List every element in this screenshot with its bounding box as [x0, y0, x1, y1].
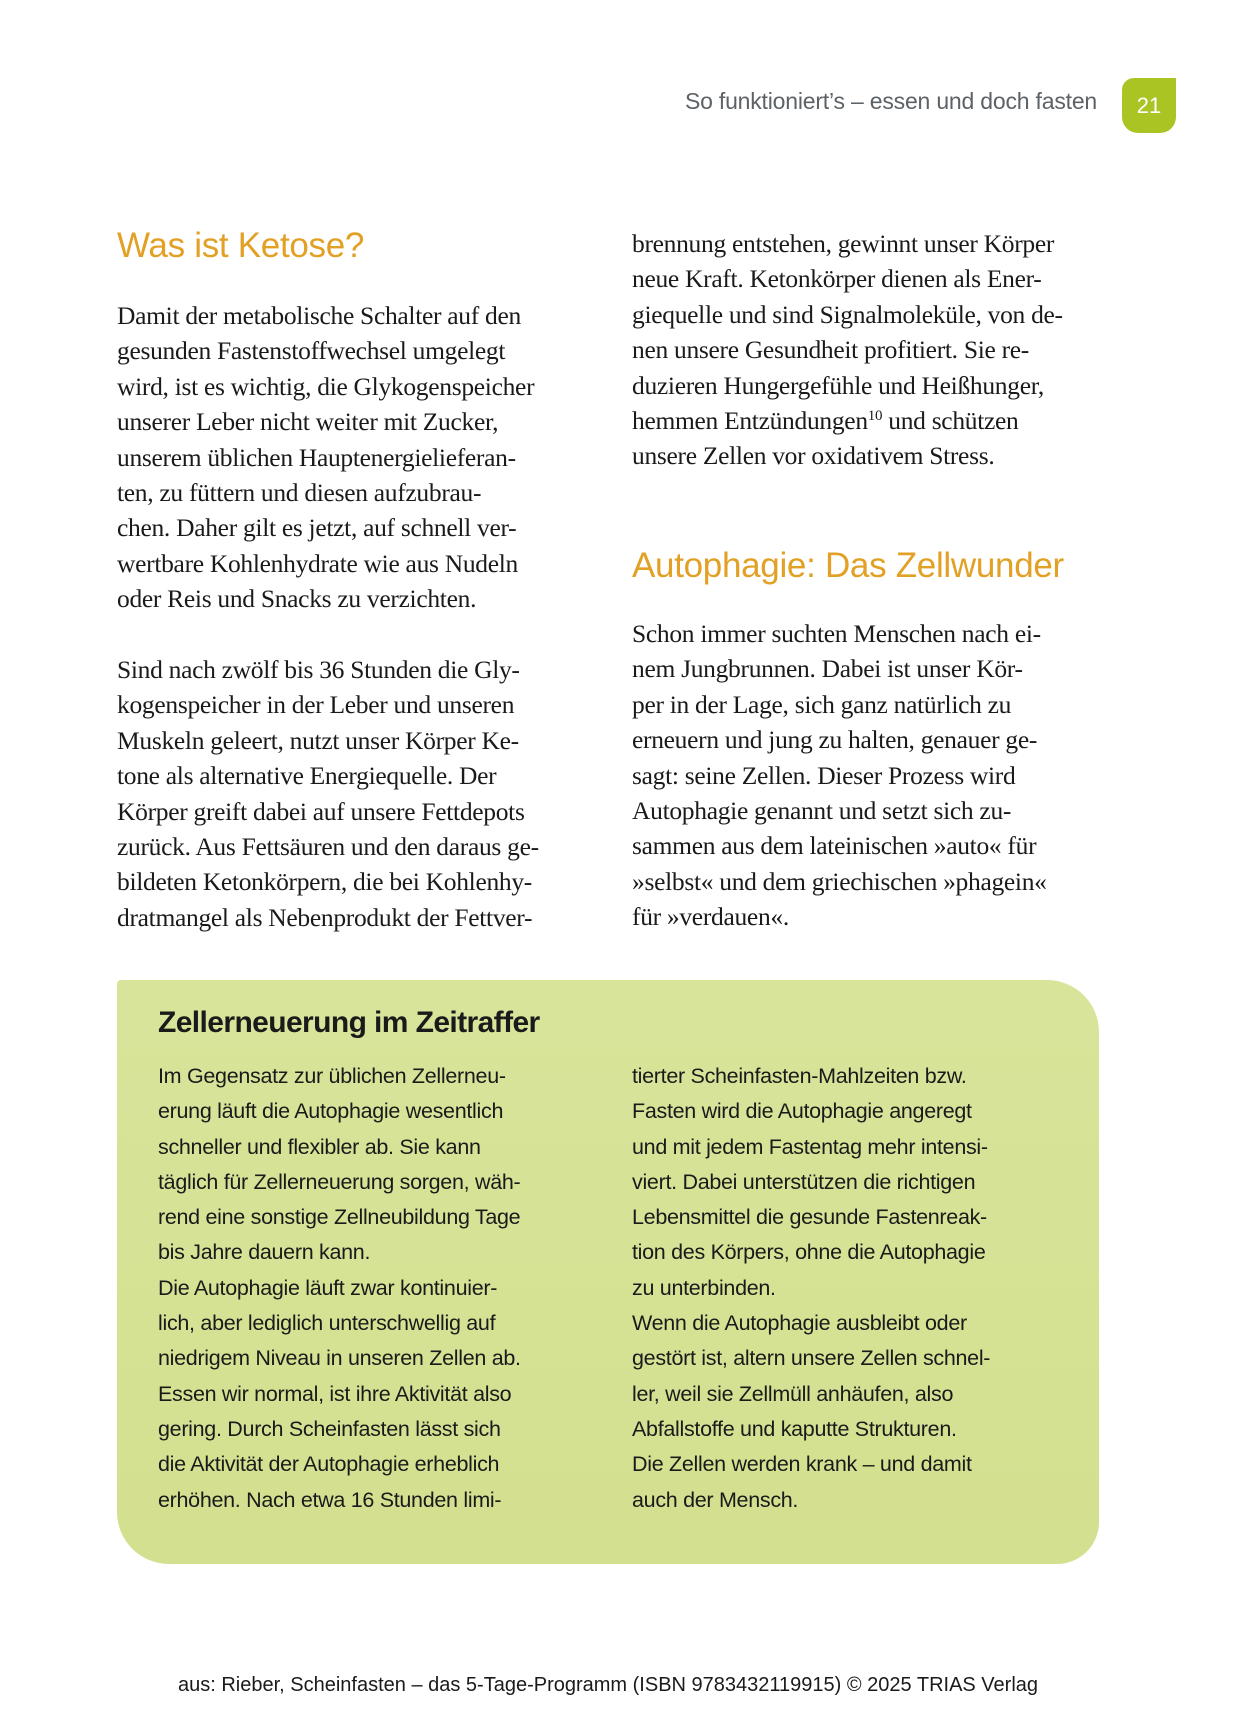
text-line: Fasten wird die Autophagie angeregt [632, 1099, 972, 1124]
page-number-badge [1122, 78, 1176, 133]
text-line: niedrigem Niveau in unseren Zellen ab. [158, 1346, 521, 1371]
text-line: hemmen Entzündungen$^{10}$ und schützen [632, 406, 1019, 436]
text-line: dratmangel als Nebenprodukt der Fettver- [117, 902, 533, 932]
info-box-title: Zellerneuerung im Zeitraffer [158, 1006, 540, 1039]
text-line: nem Jungbrunnen. Dabei ist unser Kör- [632, 654, 1023, 684]
text-line: Essen wir normal, ist ihre Aktivität also [158, 1381, 512, 1406]
text-line: ler, weil sie Zellmüll anhäufen, also [632, 1381, 954, 1406]
text-line: zu unterbinden. [632, 1275, 776, 1300]
text-line: Muskeln geleert, nutzt unser Körper Ke- [117, 725, 519, 755]
text-line: Sind nach zwölf bis 36 Stunden die Gly- [117, 655, 520, 684]
text-line: unserem üblichen Hauptenergielieferan- [117, 442, 516, 472]
text-line: zurück. Aus Fettsäuren und den daraus ge- [117, 832, 539, 862]
footnote-ref: 10 [867, 408, 883, 425]
text-line: Körper greift dabei auf unsere Fettdepots [117, 796, 525, 826]
text-line: gering. Durch Scheinfasten lässt sich [158, 1416, 501, 1441]
text-line: bis Jahre dauern kann. [158, 1240, 371, 1265]
text-line: sammen aus dem lateinischen »auto« für [632, 831, 1037, 861]
text-line: oder Reis und Snacks zu verzichten. [117, 584, 477, 614]
paragraph-ketose-3 [632, 226, 1063, 474]
text-line: nen unsere Gesundheit profitiert. Sie re- [632, 335, 1029, 365]
text-line: für »verdauen«. [632, 902, 789, 932]
text-line: brennung entstehen, gewinnt unser Körper [632, 229, 1055, 258]
text-line: unserer Leber nicht weiter mit Zucker, [117, 407, 499, 437]
info-box-left-column [158, 1059, 521, 1518]
text-line: neue Kraft. Ketonkörper dienen als Ener- [632, 264, 1042, 294]
text-line: bildeten Ketonkörpern, die bei Kohlenhy- [117, 867, 533, 897]
text-line: sagt: seine Zellen. Dieser Prozess wird [632, 760, 1016, 790]
text-line: kogenspeicher in der Leber und unseren [117, 690, 515, 720]
text-line: Schon immer suchten Menschen nach ei- [632, 619, 1041, 648]
text-line: Autophagie genannt und setzt sich zu- [632, 796, 1012, 826]
text-line: duzieren Hungergefühle und Heißhunger, [632, 370, 1044, 400]
text-line: täglich für Zellerneuerung sorgen, wäh- [158, 1169, 521, 1194]
text-line: chen. Daher gilt es jetzt, auf schnell ver- [117, 513, 517, 543]
text-line: Lebensmittel die gesunde Fastenreak- [632, 1205, 987, 1230]
text-line: erung läuft die Autophagie wesentlich [158, 1099, 504, 1124]
text-line: Abfallstoffe und kaputte Strukturen. [632, 1416, 957, 1441]
text-line: schneller und flexibler ab. Sie kann [158, 1134, 481, 1159]
text-line: wird, ist es wichtig, die Glykogenspeicher [117, 371, 535, 401]
text-line: erhöhen. Nach etwa 16 Stunden limi- [158, 1487, 502, 1512]
text-line: gesunden Fastenstoffwechsel umgelegt [117, 336, 506, 366]
text-line: Die Zellen werden krank – und damit [632, 1452, 972, 1477]
text-line: rend eine sonstige Zellneubildung Tage [158, 1205, 521, 1230]
text-line: tion des Körpers, ohne die Autophagie [632, 1240, 986, 1265]
text-line: tierter Scheinfasten-Mahlzeiten bzw. [632, 1064, 967, 1088]
text-line: giequelle und sind Signalmoleküle, von de- [632, 299, 1063, 329]
text-line: gestört ist, altern unsere Zellen schnel- [632, 1346, 991, 1371]
info-box-right-column [632, 1059, 990, 1518]
text-line: Wenn die Autophagie ausbleibt oder [632, 1311, 967, 1336]
source-footer: aus: Rieber, Scheinfasten – das 5-Tage-Programm (ISBN 9783432119915) © 2025 TRIAS Verlag [177, 1674, 1039, 1696]
text-line: Die Autophagie läuft zwar kontinuier- [158, 1275, 498, 1300]
text-line: die Aktivität der Autophagie erheblich [158, 1452, 500, 1477]
text-line: Damit der metabolische Schalter auf den [117, 301, 521, 330]
text-line: Im Gegensatz zur üblichen Zellerneu- [158, 1064, 506, 1088]
running-header: So funktioniert’s – essen und doch fasten [684, 88, 1097, 114]
page-number: 21 [1136, 92, 1162, 118]
text-line: auch der Mensch. [632, 1487, 799, 1512]
text-line: unsere Zellen vor oxidativem Stress. [632, 441, 995, 471]
paragraph-autophagie [632, 616, 1047, 935]
text-line: lich, aber lediglich unterschwellig auf [158, 1311, 496, 1336]
text-line: erneuern und jung zu halten, genauer ge- [632, 725, 1038, 755]
paragraph-ketose-2 [117, 652, 539, 935]
paragraph-ketose-1 [117, 298, 534, 617]
text-line: wertbare Kohlenhydrate wie aus Nudeln [117, 548, 518, 578]
text-line: tone als alternative Energiequelle. Der [117, 761, 497, 791]
text-line: »selbst« und dem griechischen »phagein« [632, 866, 1047, 896]
text-line: per in der Lage, sich ganz natürlich zu [632, 689, 1012, 719]
heading-autophagie: Autophagie: Das Zellwunder [632, 546, 1064, 585]
text-line: viert. Dabei unterstützen die richtigen [632, 1169, 976, 1194]
text-line: ten, zu füttern und diesen aufzubrau- [117, 478, 482, 508]
heading-ketose: Was ist Ketose? [117, 226, 365, 265]
text-line: und mit jedem Fastentag mehr intensi- [632, 1134, 988, 1159]
